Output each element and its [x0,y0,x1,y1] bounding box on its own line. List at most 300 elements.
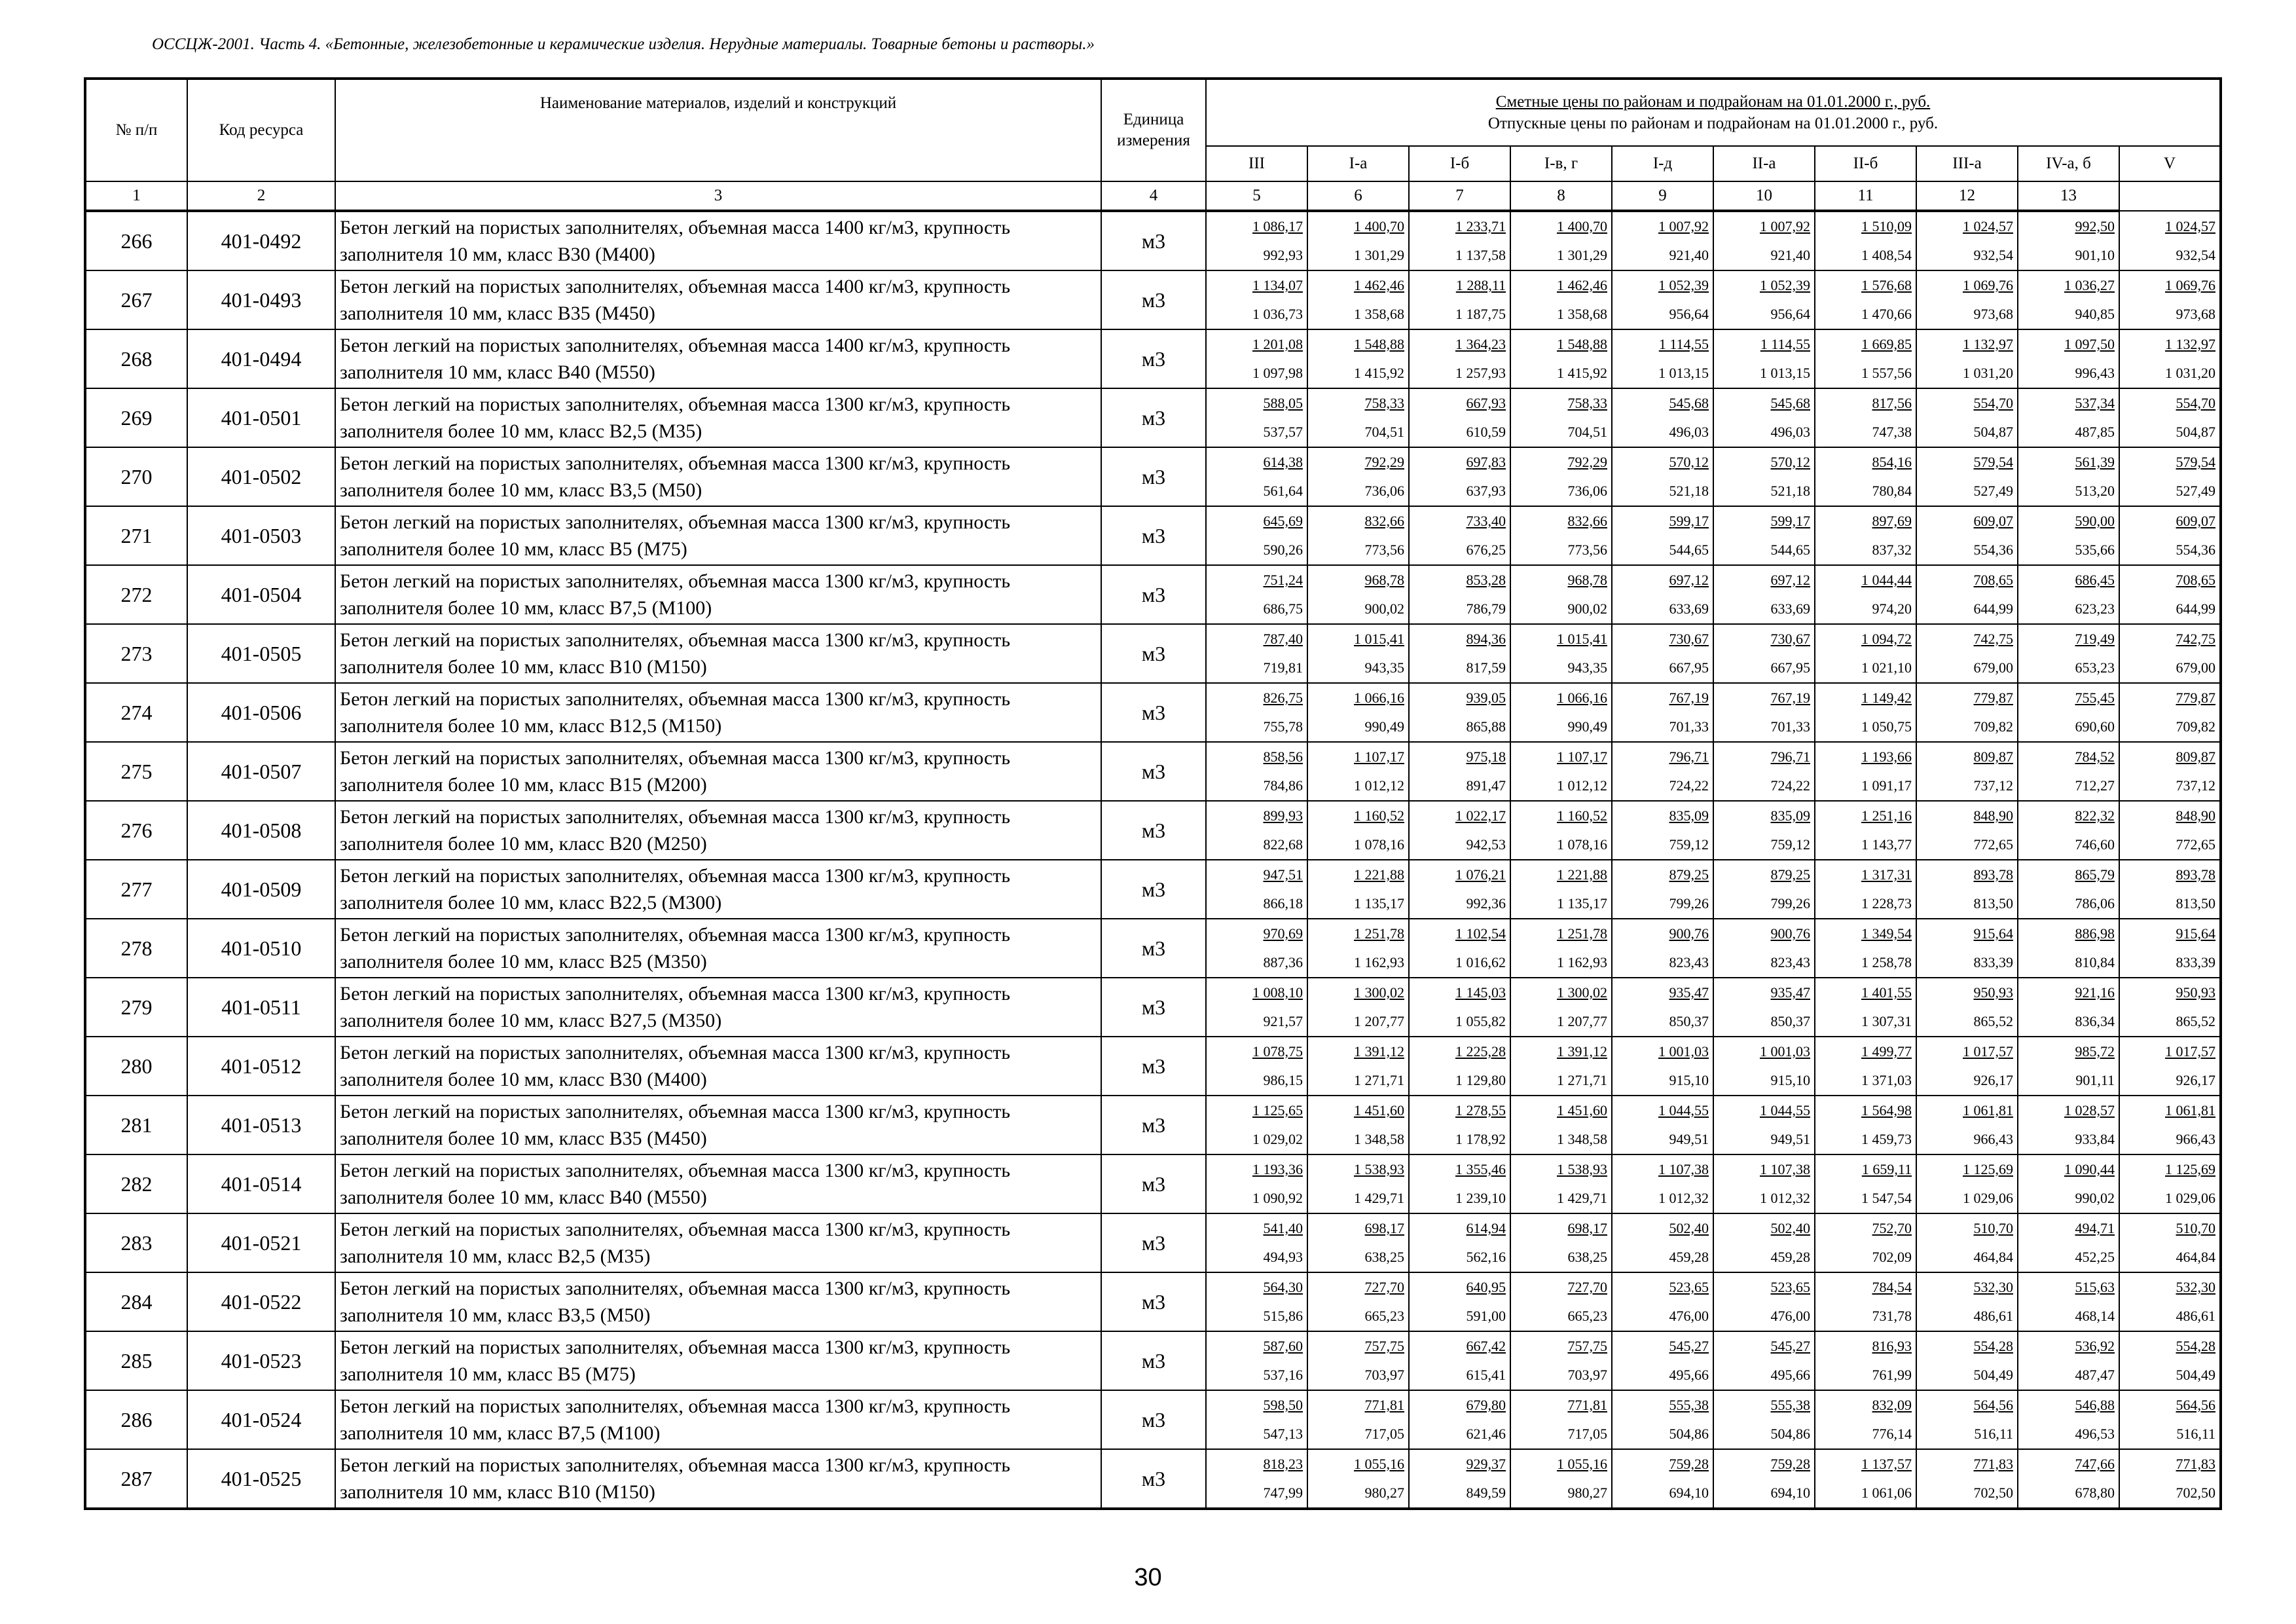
release-price: 468,14 [2075,1308,2115,1324]
estimate-price [1815,919,1916,948]
estimate-price [1308,566,1408,595]
estimate-price-value: 767,19 [1669,690,1709,706]
estimate-price-value: 809,87 [1973,748,2013,765]
estimate-price-value: 719,49 [2075,631,2115,647]
estimate-price-value: 787,40 [1263,631,1303,647]
col-header-name: Наименование материалов, изделий и конструкций [335,79,1101,181]
estimate-price-value: 708,65 [1973,572,2013,588]
release-price: 621,46 [1466,1426,1506,1442]
estimate-price-value: 545,27 [1669,1338,1709,1354]
estimate-price [2018,684,2119,712]
price-cell [1815,270,1916,329]
estimate-price-value: 1 548,88 [1557,336,1607,352]
price-cell [1409,978,1510,1037]
estimate-price [1917,271,2017,300]
estimate-price [1714,271,1814,300]
estimate-price [2120,1214,2219,1243]
price-cell [1510,1096,1612,1154]
estimate-price-value: 536,92 [2075,1338,2115,1354]
release-price: 516,11 [2176,1426,2216,1442]
estimate-price-value: 858,56 [1263,748,1303,765]
estimate-price-value: 545,68 [1770,395,1810,411]
estimate-price-value: 853,28 [1466,572,1506,588]
estimate-price [1207,625,1307,654]
material-name: Бетон легкий на пористых заполнителях, объемная масса 1400 кг/м3, крупность заполнителя 10 мм, класс В35 (М450) [335,270,1101,329]
price-cell [2119,1154,2221,1213]
price-cell [1916,742,2018,801]
price-cell [1307,978,1409,1037]
estimate-price-value: 541,40 [1263,1220,1303,1236]
estimate-price-value: 1 044,44 [1861,572,1912,588]
estimate-price-value: 758,33 [1567,395,1607,411]
estimate-price [1511,448,1611,477]
price-cell [1510,329,1612,388]
row-number: 286 [85,1390,187,1449]
release-price: 747,99 [1263,1485,1303,1501]
estimate-price [2120,1155,2219,1184]
release-price: 701,33 [1669,718,1709,735]
unit: м3 [1101,506,1206,565]
release-price: 996,43 [2075,365,2115,381]
price-cell [1815,801,1916,860]
estimate-price-value: 609,07 [1973,513,2013,529]
estimate-price-value: 1 061,81 [2165,1102,2216,1118]
resource-code: 401-0493 [187,270,335,329]
estimate-price [1815,1332,1916,1361]
price-cell [1409,1272,1510,1331]
release-price: 679,00 [1973,659,2013,676]
estimate-price [1917,1391,2017,1420]
price-cell [1815,742,1916,801]
price-cell [1713,565,1815,624]
release-price: 1 013,15 [1658,365,1709,381]
district-header: II-б [1815,146,1916,181]
estimate-price [1511,1391,1611,1420]
estimate-price [1410,625,1510,654]
estimate-price [1714,1155,1814,1184]
estimate-price-value: 1 462,46 [1557,277,1607,293]
price-cell [2018,624,2119,683]
price-cell [1206,1390,1307,1449]
estimate-price-value: 1 125,65 [1252,1102,1303,1118]
price-cell [1307,270,1409,329]
release-price: 1 031,20 [2165,365,2216,381]
price-cell [1307,565,1409,624]
estimate-price [1410,1391,1510,1420]
release-price: 504,87 [2176,424,2216,440]
estimate-price [1714,212,1814,241]
table-row [85,1272,2221,1331]
release-price: 1 301,29 [1557,247,1607,263]
estimate-price [1917,1037,2017,1066]
estimate-price-value: 900,76 [1770,925,1810,942]
column-number-row [85,181,2221,211]
price-cell [1612,978,1713,1037]
release-price: 623,23 [2075,600,2115,617]
estimate-price [1714,1391,1814,1420]
estimate-price-value: 1 132,97 [1963,336,2013,352]
column-number: 11 [1815,181,1916,211]
estimate-price-value: 894,36 [1466,631,1506,647]
estimate-price [1207,978,1307,1007]
release-price: 690,60 [2075,718,2115,735]
estimate-price-value: 1 090,44 [2064,1161,2115,1177]
row-number: 266 [85,211,187,270]
material-name: Бетон легкий на пористых заполнителях, объемная масса 1300 кг/м3, крупность заполнителя 10 мм, класс В7,5 (М100) [335,1390,1101,1449]
estimate-price [1207,1214,1307,1243]
estimate-price [2018,1332,2119,1361]
estimate-price-value: 1 251,78 [1354,925,1404,942]
release-price: 966,43 [1973,1131,2013,1147]
estimate-price-value: 755,45 [2075,690,2115,706]
price-cell [2018,211,2119,270]
estimate-price [1207,212,1307,241]
table-row [85,1037,2221,1096]
estimate-price [1917,330,2017,359]
estimate-price [1511,1155,1611,1184]
release-price: 786,06 [2075,895,2115,912]
estimate-price [1511,1332,1611,1361]
price-cell [1409,624,1510,683]
estimate-price-value: 730,67 [1669,631,1709,647]
release-price: 459,28 [1669,1249,1709,1265]
release-price: 667,95 [1770,659,1810,676]
estimate-price [1917,684,2017,712]
estimate-price [1308,1391,1408,1420]
estimate-price-value: 532,30 [2176,1279,2216,1295]
resource-code: 401-0502 [187,447,335,506]
estimate-price-value: 523,65 [1770,1279,1810,1295]
price-cell [1713,1213,1815,1272]
estimate-price-value: 1 052,39 [1658,277,1709,293]
district-header: III-а [1916,146,2018,181]
price-cell [1409,211,1510,270]
material-name: Бетон легкий на пористых заполнителях, объемная масса 1300 кг/м3, крупность заполнителя 10 мм, класс В2,5 (М35) [335,1213,1101,1272]
release-price: 1 557,56 [1861,365,1912,381]
estimate-price-value: 1 107,38 [1658,1161,1709,1177]
estimate-price [2120,802,2219,830]
estimate-price [1917,1332,2017,1361]
estimate-price-value: 1 137,57 [1861,1456,1912,1472]
price-cell [2119,388,2221,447]
estimate-price-value: 561,39 [2075,454,2115,470]
price-cell [2119,978,2221,1037]
release-price: 495,66 [1669,1367,1709,1383]
price-cell [1409,1037,1510,1096]
estimate-price [1613,684,1713,712]
estimate-price [2018,802,2119,830]
resource-code: 401-0514 [187,1154,335,1213]
release-price: 1 371,03 [1861,1072,1912,1088]
estimate-price [1613,802,1713,830]
price-cell [2119,1449,2221,1509]
release-price: 1 097,98 [1252,365,1303,381]
price-cell [1916,919,2018,978]
estimate-price [1207,919,1307,948]
price-cell [1815,1331,1916,1390]
price-cell [1307,1154,1409,1213]
price-table [84,77,2222,1510]
release-price: 1 012,12 [1557,777,1607,794]
estimate-price [1308,625,1408,654]
estimate-price-value: 950,93 [1973,984,2013,1001]
price-cell [1612,919,1713,978]
estimate-price-value: 1 278,55 [1455,1102,1506,1118]
release-price: 1 207,77 [1354,1013,1404,1029]
estimate-price-value: 1 078,75 [1252,1043,1303,1060]
estimate-price-value: 900,76 [1669,925,1709,942]
estimate-price [1815,212,1916,241]
estimate-price [1714,1450,1814,1479]
estimate-price [1511,330,1611,359]
unit: м3 [1101,1449,1206,1509]
estimate-price-value: 515,63 [2075,1279,2115,1295]
estimate-price [1815,271,1916,300]
estimate-price-value: 771,81 [1567,1397,1607,1413]
table-row [85,388,2221,447]
estimate-price [1410,1155,1510,1184]
estimate-price [1511,919,1611,948]
material-name: Бетон легкий на пористых заполнителях, объемная масса 1300 кг/м3, крупность заполнителя 10 мм, класс В5 (М75) [335,1331,1101,1390]
price-cell [2018,1037,2119,1096]
price-cell [2119,565,2221,624]
price-cell [1510,1037,1612,1096]
release-price: 638,25 [1364,1249,1404,1265]
estimate-price-value: 992,50 [2075,218,2115,234]
resource-code: 401-0492 [187,211,335,270]
material-name: Бетон легкий на пористых заполнителях, объемная масса 1300 кг/м3, крупность заполнителя более 10 мм, класс В2,5 (М35) [335,388,1101,447]
estimate-price [1511,1450,1611,1479]
estimate-price [1815,743,1916,771]
col-header-num: № п/п [85,79,187,181]
price-cell [2119,506,2221,565]
price-cell [1510,565,1612,624]
price-cell [1815,1449,1916,1509]
release-price: 486,61 [2176,1308,2216,1324]
price-cell [2018,506,2119,565]
release-price: 1 429,71 [1557,1190,1607,1206]
price-cell [1916,506,2018,565]
price-cell [1510,1449,1612,1509]
estimate-price-value: 1 201,08 [1252,336,1303,352]
estimate-price-value: 590,00 [2075,513,2115,529]
price-cell [1612,447,1713,506]
estimate-price-value: 1 086,17 [1252,218,1303,234]
unit: м3 [1101,801,1206,860]
estimate-price-value: 921,16 [2075,984,2115,1001]
release-price: 1 358,68 [1557,306,1607,322]
unit: м3 [1101,1037,1206,1096]
estimate-price [1917,1155,2017,1184]
estimate-price [1207,1155,1307,1184]
estimate-price-value: 697,12 [1669,572,1709,588]
release-price: 464,84 [2176,1249,2216,1265]
price-cell [1916,1154,2018,1213]
estimate-price-value: 1 349,54 [1861,925,1912,942]
price-cell [1206,1272,1307,1331]
estimate-price [1410,448,1510,477]
price-cell [1713,860,1815,919]
release-price: 615,41 [1466,1367,1506,1383]
price-cell [2018,1096,2119,1154]
estimate-price [1815,1096,1916,1125]
release-price: 949,51 [1770,1131,1810,1147]
price-cell [2018,801,2119,860]
release-price: 676,25 [1466,542,1506,558]
estimate-price [1917,743,2017,771]
estimate-price [1815,625,1916,654]
estimate-price [1207,684,1307,712]
col-header-prices [1206,79,2221,146]
price-cell [1713,211,1815,270]
estimate-price-value: 935,47 [1669,984,1709,1001]
estimate-price [1613,978,1713,1007]
material-name: Бетон легкий на пористых заполнителях, объемная масса 1300 кг/м3, крупность заполнителя более 10 мм, класс В15 (М200) [335,742,1101,801]
estimate-price [1410,1450,1510,1479]
estimate-price-value: 835,09 [1770,807,1810,824]
price-cell [1206,624,1307,683]
release-price: 901,11 [2075,1072,2115,1088]
resource-code: 401-0523 [187,1331,335,1390]
price-cell [1916,978,2018,1037]
estimate-price [1714,743,1814,771]
estimate-price [1815,330,1916,359]
estimate-price [2120,448,2219,477]
estimate-price [1410,212,1510,241]
estimate-price-value: 1 097,50 [2064,336,2115,352]
release-price: 1 257,93 [1455,365,1506,381]
unit: м3 [1101,270,1206,329]
price-cell [1713,388,1815,447]
release-price: 644,99 [1973,600,2013,617]
estimate-price [1917,919,2017,948]
estimate-price-value: 832,66 [1567,513,1607,529]
release-price: 1 135,17 [1557,895,1607,912]
estimate-price-value: 502,40 [1669,1220,1709,1236]
release-price: 736,06 [1364,483,1404,499]
release-price: 459,28 [1770,1249,1810,1265]
release-price: 784,86 [1263,777,1303,794]
release-price: 527,49 [1973,483,2013,499]
unit: м3 [1101,1390,1206,1449]
estimate-price [1207,330,1307,359]
price-cell [1409,919,1510,978]
estimate-price-value: 564,56 [2176,1397,2216,1413]
price-cell [1713,801,1815,860]
release-price: 926,17 [1973,1072,2013,1088]
table-row [85,683,2221,742]
release-price: 921,57 [1263,1013,1303,1029]
estimate-price-value: 679,80 [1466,1397,1506,1413]
estimate-price-value: 1 052,39 [1760,277,1810,293]
price-cell [2018,860,2119,919]
row-number: 271 [85,506,187,565]
release-price: 776,14 [1872,1426,1912,1442]
estimate-price-value: 1 094,72 [1861,631,1912,647]
estimate-price [1511,389,1611,418]
release-price: 701,33 [1770,718,1810,735]
table-row [85,270,2221,329]
release-price: 637,93 [1466,483,1506,499]
estimate-price-value: 532,30 [1973,1279,2013,1295]
price-cell [1916,683,2018,742]
estimate-price-value: 1 548,88 [1354,336,1404,352]
release-price: 759,12 [1770,836,1810,853]
estimate-price-value: 599,17 [1669,513,1709,529]
estimate-price [1815,684,1916,712]
estimate-price-value: 848,90 [1973,807,2013,824]
unit: м3 [1101,1272,1206,1331]
estimate-price-value: 554,28 [1973,1338,2013,1354]
price-cell [1612,1037,1713,1096]
estimate-price-value: 796,71 [1669,748,1709,765]
estimate-price-value: 968,78 [1567,572,1607,588]
estimate-price-value: 697,83 [1466,454,1506,470]
estimate-price [1308,1214,1408,1243]
row-number: 276 [85,801,187,860]
release-price: 717,05 [1364,1426,1404,1442]
table-row [85,860,2221,919]
estimate-price-value: 816,93 [1872,1338,1912,1354]
resource-code: 401-0504 [187,565,335,624]
resource-code: 401-0494 [187,329,335,388]
resource-code: 401-0503 [187,506,335,565]
row-number: 269 [85,388,187,447]
resource-code: 401-0511 [187,978,335,1037]
price-cell [1510,860,1612,919]
unit: м3 [1101,683,1206,742]
release-price: 1 301,29 [1354,247,1404,263]
price-cell [2119,270,2221,329]
estimate-price [1511,860,1611,889]
price-cell [1916,624,2018,683]
price-cell [2018,388,2119,447]
release-price: 702,50 [2176,1485,2216,1501]
estimate-price [1308,1273,1408,1302]
estimate-price [1917,860,2017,889]
estimate-price-value: 771,83 [1973,1456,2013,1472]
column-number: 7 [1409,181,1510,211]
district-header: IV-а, б [2018,146,2119,181]
estimate-price-value: 1 300,02 [1354,984,1404,1001]
release-price: 986,15 [1263,1072,1303,1088]
material-name: Бетон легкий на пористых заполнителях, объемная масса 1300 кг/м3, крупность заполнителя более 10 мм, класс В20 (М250) [335,801,1101,860]
release-price: 1 029,06 [1963,1190,2013,1206]
price-cell [1206,506,1307,565]
price-cell [1510,919,1612,978]
release-price: 504,49 [2176,1367,2216,1383]
release-price: 712,27 [2075,777,2115,794]
estimate-price [1511,271,1611,300]
price-cell [2018,447,2119,506]
release-price: 527,49 [2176,483,2216,499]
price-cell [1713,683,1815,742]
estimate-price-value: 1 107,17 [1557,748,1607,765]
row-number: 272 [85,565,187,624]
column-number: 5 [1206,181,1307,211]
estimate-price [2018,212,2119,241]
estimate-price-value: 792,29 [1364,454,1404,470]
price-cell [1713,1449,1815,1509]
estimate-price [1511,566,1611,595]
estimate-price-value: 1 024,57 [2165,217,2216,234]
price-cell [1815,978,1916,1037]
release-price: 837,32 [1872,542,1912,558]
table-row [85,1390,2221,1449]
estimate-price [1917,625,2017,654]
resource-code: 401-0522 [187,1272,335,1331]
table-row [85,1449,2221,1509]
